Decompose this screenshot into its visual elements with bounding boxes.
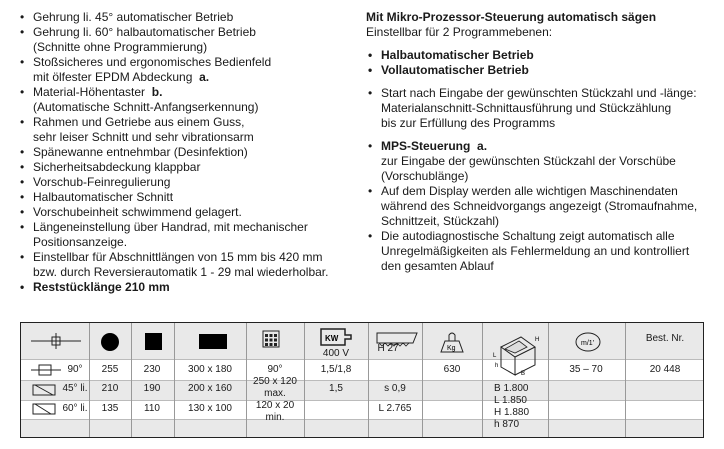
list-item [18, 205, 353, 220]
mode-item: • Halbautomatischer Betrieb [366, 48, 716, 63]
cell-round: 210 [101, 383, 119, 394]
marker: a. [199, 70, 210, 84]
item-text: Einstellbar für Abschnittlängen von 15 mm bis 420 mm [33, 250, 323, 264]
cell-rect: 130 x 100 [188, 403, 232, 414]
weight-icon [439, 331, 465, 353]
dim-hh: h 870 [494, 419, 520, 430]
cell-angle: 45° li. [62, 383, 88, 394]
list-item [18, 85, 353, 115]
item-text: Vorschub-Feinregulierung [33, 175, 171, 189]
feature-list [18, 10, 353, 295]
cell-round: 255 [101, 364, 119, 375]
teeth-label: H 27 [377, 343, 399, 354]
item-text: Unregelmäßigkeiten als Fehlermeldung an und kontrolliert [381, 244, 690, 258]
kg-label: Kg [447, 345, 456, 352]
angle-60-icon [31, 402, 61, 416]
col-divider [131, 323, 132, 437]
col-divider [246, 323, 247, 437]
row-divider [21, 419, 703, 420]
list-item [18, 175, 353, 190]
list-item [18, 10, 353, 25]
list-item [366, 229, 716, 274]
list-item [366, 139, 716, 184]
item-text: Sicherheitsabdeckung klappbar [33, 160, 201, 174]
cell-round: 135 [101, 403, 119, 414]
cell-square: 110 [144, 403, 160, 414]
speed-unit-label: m/1' [581, 340, 595, 347]
cell-square: 230 [143, 364, 161, 375]
col-divider [422, 323, 423, 437]
col-divider [625, 323, 626, 437]
blade-speed-icon [575, 331, 601, 353]
kw-label: KW [325, 334, 339, 343]
item-text: Gehrung li. 45° automatischer Betrieb [33, 10, 234, 24]
dim-l: L 1.850 [494, 395, 527, 406]
list-item [366, 184, 716, 229]
col-divider [368, 323, 369, 437]
item-text: Gehrung li. 60° halbautomatischer Betrieb [33, 25, 256, 39]
detail-list-2 [366, 139, 716, 274]
angle-45-icon [31, 383, 61, 397]
item-text: Auf dem Display werden alle wichtigen Maschinendaten [381, 184, 678, 198]
list-item [18, 25, 353, 55]
cell-weight: 630 [443, 364, 461, 375]
cell-order: 20 448 [649, 364, 681, 375]
cell-teeth: s 0,9 [384, 383, 406, 394]
item-text: Reststücklänge 210 mm [33, 280, 170, 294]
cell-angle: 90° [67, 364, 83, 375]
row-band [21, 419, 703, 437]
item-text: während des Schneidvorgangs angezeigt (Stromaufnahme, [381, 199, 698, 213]
item-text: Halbautomatischer Schnitt [33, 190, 174, 204]
order-no-header: Best. Nr. [645, 333, 685, 344]
col-divider [304, 323, 305, 437]
item-text: bis zur Erfüllung des Programms [381, 116, 556, 130]
item-text: Längeneinstellung über Handrad, mit mechanischer [33, 220, 308, 234]
rect-stock-icon [199, 334, 227, 349]
item-text: Spänewanne entnehmbar (Desinfektion) [33, 145, 248, 159]
dim-h: H 1.880 [494, 407, 530, 418]
cell-square: 190 [143, 383, 161, 394]
list-item [18, 160, 353, 175]
item-text: sehr leiser Schnitt und sehr vibrationsarm [33, 130, 254, 144]
item-text: (Schnitte ohne Programmierung) [33, 40, 208, 54]
row-band [21, 380, 703, 400]
item-text: bzw. durch Reversierautomatik 1 - 29 mal wiederholbar. [33, 265, 329, 279]
list-item [18, 250, 353, 280]
cell-rect: 200 x 160 [188, 383, 232, 394]
square-stock-icon [145, 333, 162, 350]
bundle-min-label: min. [265, 412, 285, 423]
item-text: zur Eingabe der gewünschten Stückzahl der Vorschübe [381, 154, 676, 168]
bundle-max-label: max. [264, 388, 286, 399]
col-divider [174, 323, 175, 437]
machine-dimensions-icon [491, 327, 539, 377]
item-text: Rahmen und Getriebe aus einem Guss, [33, 115, 245, 129]
item-text: Materialanschnitt-Schnittausführung und Stückzählung [381, 101, 672, 115]
item-text: Start nach Eingabe der gewünschten Stückzahl und -länge: [381, 86, 697, 100]
cell-rect: 300 x 180 [188, 364, 232, 375]
marker: b. [151, 85, 163, 99]
h-letter: H [535, 337, 539, 343]
bundle-max-size: 250 x 120 [253, 376, 297, 387]
cell-power: 1,5 [329, 383, 343, 394]
mode-item: • Vollautomatischer Betrieb [366, 63, 716, 78]
list-item [18, 145, 353, 160]
list-item [18, 55, 353, 85]
section-heading: Mit Mikro-Prozessor-Steuerung automatisch sägen [366, 10, 657, 24]
col-divider [89, 323, 90, 437]
cell-speed: 35 – 70 [569, 364, 603, 375]
bundle-min-size: 120 x 20 [255, 400, 295, 411]
row-divider [21, 400, 703, 401]
item-text: Material-Höhentaster [33, 85, 146, 99]
row-divider [21, 359, 703, 360]
cell-power: 1,5/1,8 [320, 364, 352, 375]
list-item [18, 115, 353, 145]
mode-list [366, 48, 716, 78]
list-item [18, 220, 353, 250]
section-subheading: Einstellbar für 2 Programmebenen: [366, 25, 553, 39]
item-text: (Vorschublänge) [381, 169, 469, 183]
col-divider [482, 323, 483, 437]
item-text: den gesamten Ablauf [381, 259, 494, 273]
feature-list-left [18, 10, 353, 295]
motor-power-icon [319, 327, 353, 347]
bundle-stock-icon [261, 329, 281, 351]
list-item [366, 86, 716, 131]
bundle-angle: 90° [267, 364, 283, 375]
cell-teeth: L 2.765 [378, 403, 412, 414]
item-text: (Automatische Schnitt-Anfangserkennung) [33, 100, 259, 114]
item-text: Schnittzeit, Stückzahl) [381, 214, 500, 228]
miter-angle-icon [31, 333, 81, 349]
detail-list [366, 86, 716, 131]
dim-b: B 1.800 [494, 383, 529, 394]
round-stock-icon [101, 333, 119, 351]
b-letter: B [521, 371, 526, 377]
cell-angle: 60° li. [62, 403, 88, 414]
voltage-label: 400 V [322, 348, 350, 359]
hh-letter: h [495, 363, 499, 369]
item-text: Die autodiagnostische Schaltung zeigt automatisch alle [381, 229, 675, 243]
list-item [18, 190, 353, 205]
angle-90-icon [31, 363, 61, 377]
item-text: Stoßsicheres und ergonomisches Bedienfeld [33, 55, 272, 69]
item-text: Vorschubeinheit schwimmend gelagert. [33, 205, 242, 219]
mps-title: MPS-Steuerung [381, 139, 471, 153]
marker-a: a. [477, 139, 488, 153]
row-divider [21, 380, 703, 381]
l-letter: L [493, 353, 497, 359]
col-divider [548, 323, 549, 437]
item-text: mit ölfester EPDM Abdeckung [33, 70, 193, 84]
item-text: Positionsanzeige. [33, 235, 128, 249]
feature-list-right [366, 10, 716, 274]
list-item [18, 280, 353, 295]
spec-table [20, 322, 704, 438]
